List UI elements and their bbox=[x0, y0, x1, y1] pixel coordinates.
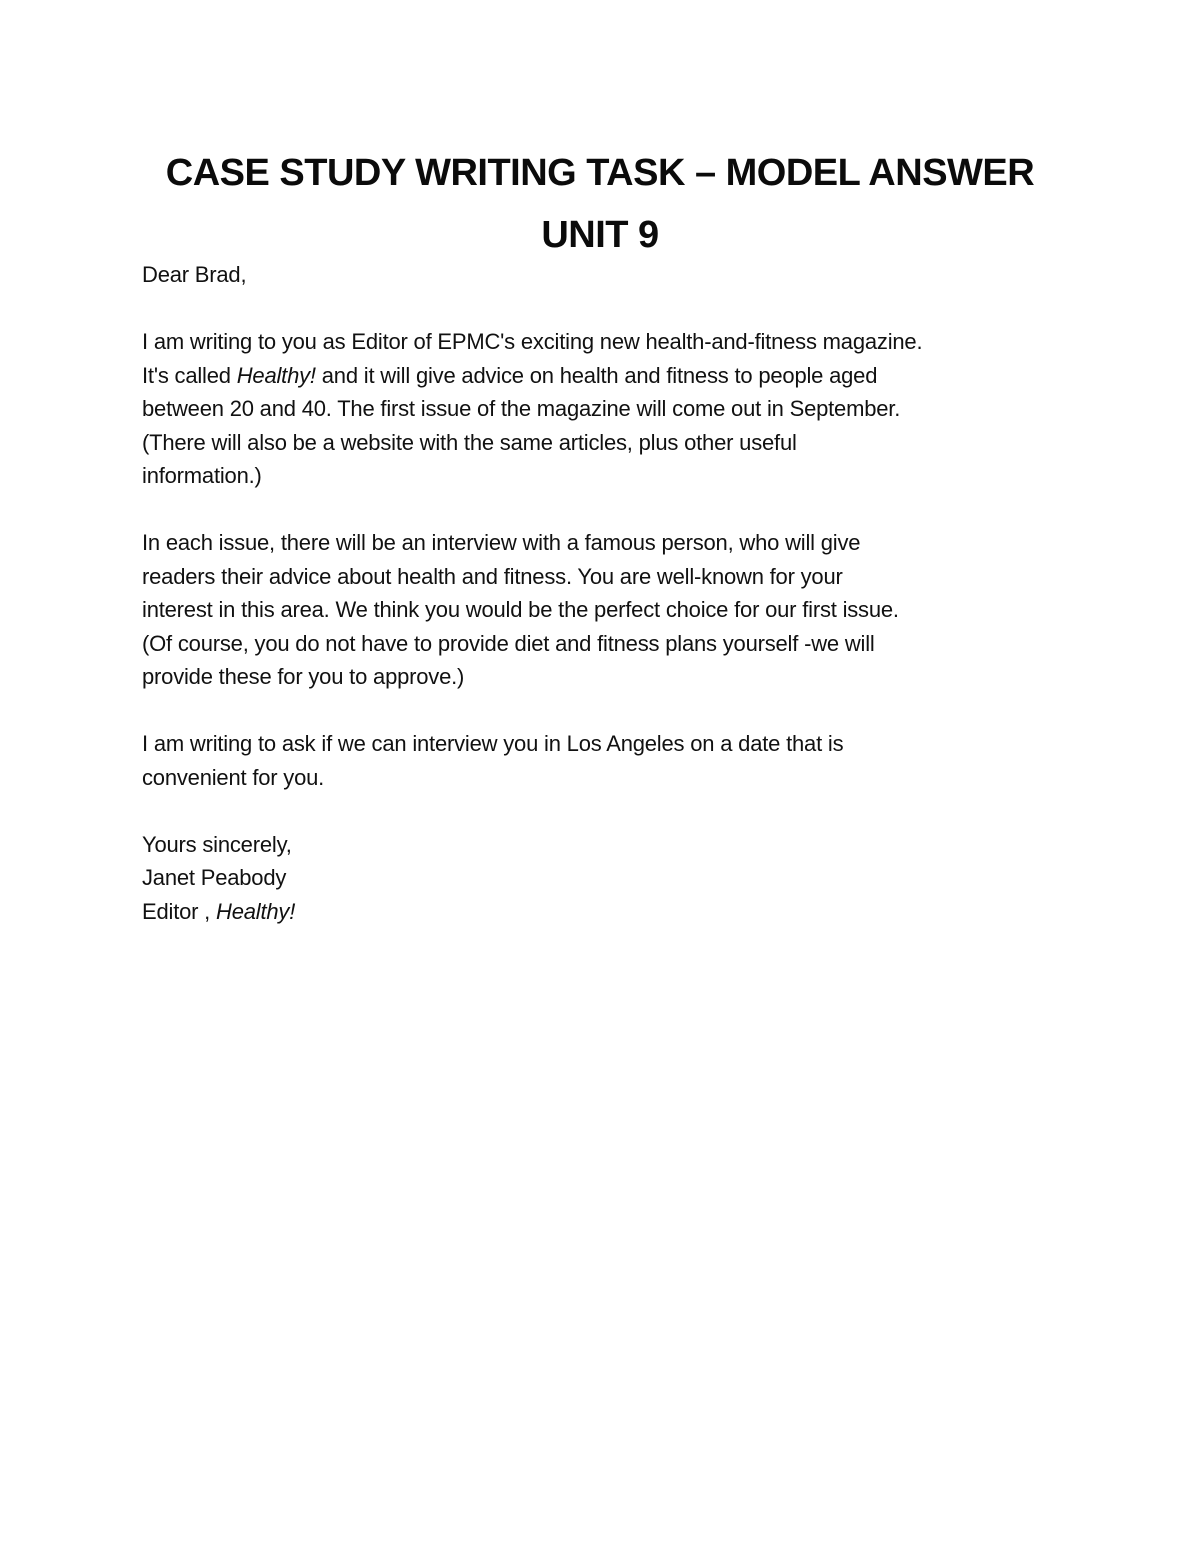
signature-block bbox=[142, 828, 1082, 929]
paragraph-spacer bbox=[142, 794, 1082, 828]
paragraph-line: I am writing to you as Editor of EPMC's exciting new health-and-fitness magazine. bbox=[142, 329, 923, 354]
paragraph-line: (Of course, you do not have to provide diet and fitness plans yourself -we will bbox=[142, 630, 875, 656]
paragraph-line: readers their advice about health and fitness. You are well-known for your bbox=[142, 563, 843, 589]
text-segment: Editor , bbox=[142, 898, 217, 924]
paragraph-line: I am writing to ask if we can interview you in Los Angeles on a date that is bbox=[142, 731, 844, 756]
letter-body bbox=[142, 258, 1082, 928]
document-title: CASE STUDY WRITING TASK – MODEL ANSWER bbox=[165, 152, 1035, 194]
paragraph-spacer bbox=[142, 493, 1082, 527]
paragraph-interview bbox=[142, 526, 1082, 694]
paragraph-line: convenient for you. bbox=[142, 764, 325, 790]
text-segment: It's called bbox=[142, 362, 237, 388]
paragraph-line bbox=[142, 359, 1082, 393]
document-subtitle: UNIT 9 bbox=[541, 214, 659, 256]
paragraph-spacer bbox=[142, 694, 1082, 728]
paragraph-line: (There will also be a website with the same articles, plus other useful bbox=[142, 429, 797, 455]
magazine-name: Healthy! bbox=[216, 898, 296, 924]
signature-title bbox=[142, 895, 1082, 929]
paragraph-line: interest in this area. We think you would be the perfect choice for our first issue. bbox=[142, 597, 899, 622]
paragraph-line: between 20 and 40. The first issue of the magazine will come out in September. bbox=[142, 396, 901, 421]
paragraph-request bbox=[142, 727, 1082, 794]
magazine-name: Healthy! bbox=[236, 362, 316, 388]
paragraph-line: provide these for you to approve.) bbox=[142, 664, 465, 689]
paragraph-line: In each issue, there will be an interview with a famous person, who will give bbox=[142, 530, 861, 555]
salutation: Dear Brad, bbox=[142, 262, 247, 287]
paragraph-spacer bbox=[142, 292, 1082, 326]
paragraph-line: information.) bbox=[142, 463, 262, 488]
text-segment: and it will give advice on health and fitness to people aged bbox=[315, 362, 878, 388]
signature-name: Janet Peabody bbox=[142, 865, 287, 890]
paragraph-intro bbox=[142, 325, 1082, 493]
closing: Yours sincerely, bbox=[142, 831, 292, 857]
